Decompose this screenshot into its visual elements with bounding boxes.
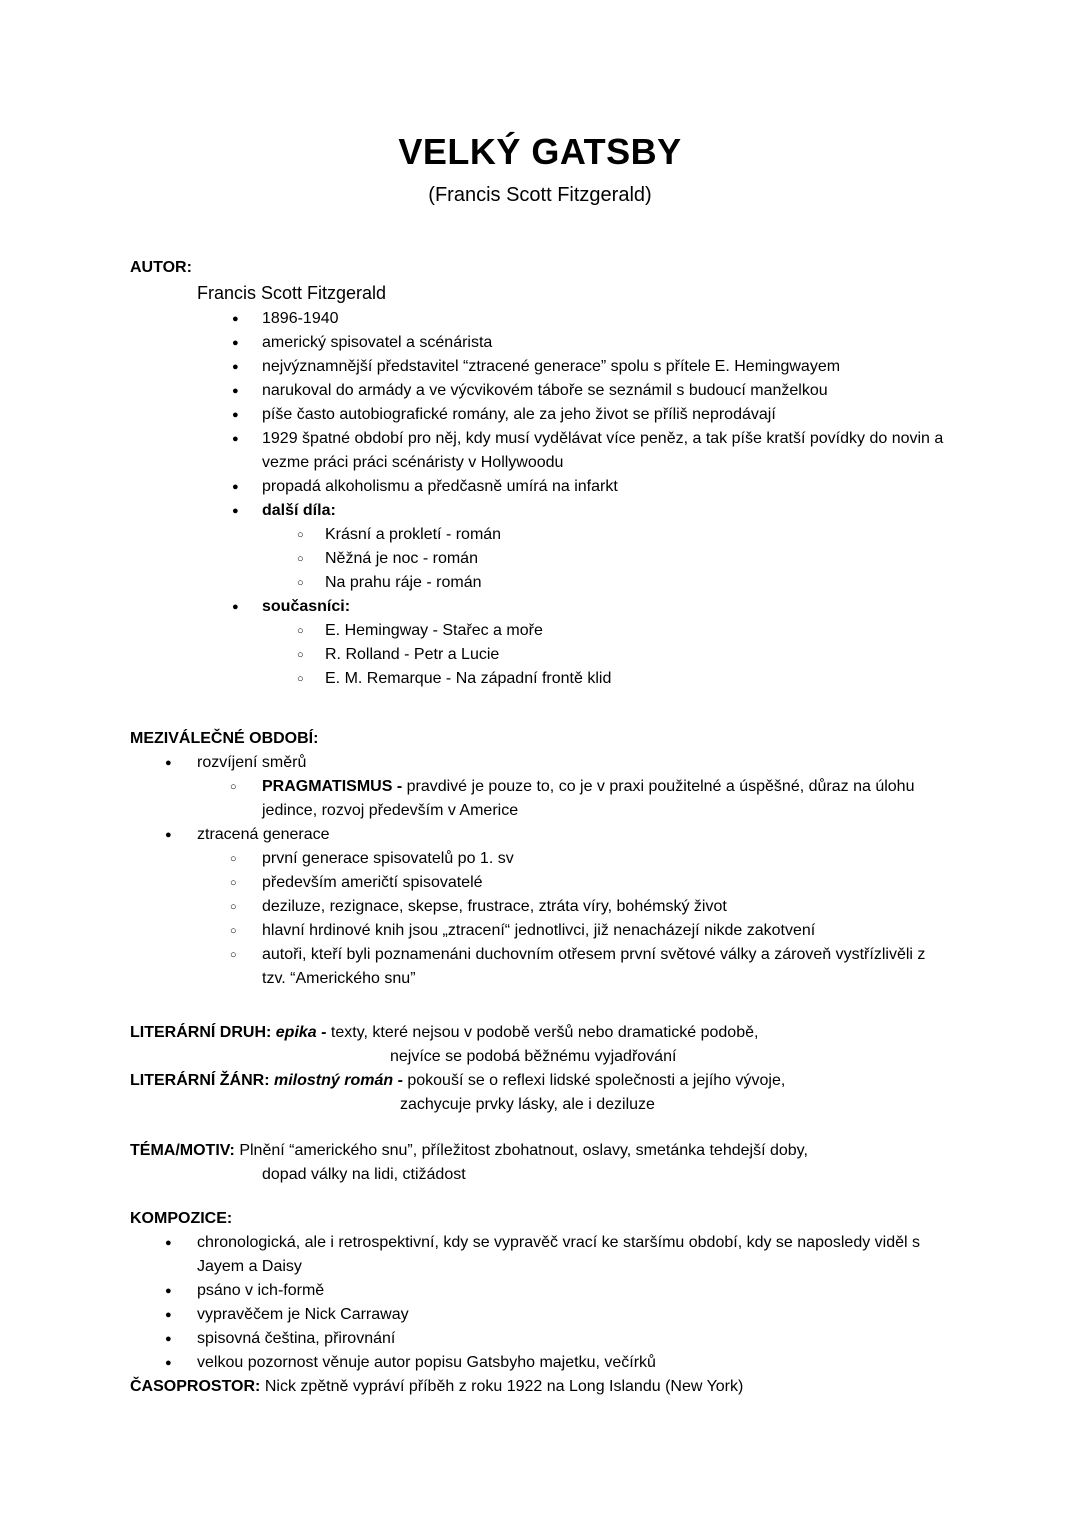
hollow-bullet-icon: ○	[297, 625, 304, 637]
list-item-text: narukoval do armády a ve výcvikovém táboře se seznámil s budoucí manželkou	[262, 382, 828, 399]
list-item	[232, 403, 950, 427]
list-item	[232, 307, 950, 331]
hollow-bullet-icon: ○	[230, 949, 237, 961]
list-item-text: Něžná je noc - román	[325, 550, 478, 567]
literarni-druh-text: texty, které nejsou v podobě veršů nebo dramatické podobě,	[330, 1024, 759, 1041]
list-item	[230, 871, 950, 895]
literarni-druh-line	[130, 1021, 950, 1045]
casoprostor-text: Nick zpětně vypráví příběh z roku 1922 na Long Islandu (New York)	[264, 1378, 744, 1395]
literarni-zanr-continuation: zachycuje prvky lásky, ale i deziluze	[400, 1096, 655, 1113]
pragmatismus-definition: pravdivé je pouze to, co je v praxi použitelné a úspěšné, důraz na úlohu jedince, rozvoj především v Americe	[262, 778, 915, 819]
list-item	[232, 379, 950, 403]
filled-bullet-icon: ●	[232, 313, 239, 325]
filled-bullet-icon: ●	[165, 1333, 172, 1345]
heading-autor: AUTOR:	[130, 259, 192, 276]
list-item	[230, 895, 950, 919]
filled-bullet-icon: ●	[232, 481, 239, 493]
filled-bullet-icon: ●	[232, 361, 239, 373]
list-item-text: Krásní a prokletí - román	[325, 526, 502, 543]
casoprostor-line	[130, 1375, 950, 1399]
list-item	[165, 1327, 950, 1351]
list-item-text: první generace spisovatelů po 1. sv	[262, 850, 514, 867]
hollow-bullet-icon: ○	[230, 901, 237, 913]
list-item	[232, 475, 950, 499]
list-item-text: psáno v ich-formě	[197, 1282, 325, 1299]
hollow-bullet-icon: ○	[297, 553, 304, 565]
hollow-bullet-icon: ○	[230, 877, 237, 889]
list-item-text: nejvýznamnější představitel “ztracené generace” spolu s přítele E. Hemingwayem	[262, 358, 841, 375]
hollow-bullet-icon: ○	[297, 649, 304, 661]
list-item-text: velkou pozornost věnuje autor popisu Gatsbyho majetku, večírků	[197, 1354, 656, 1371]
list-item-text: R. Rolland - Petr a Lucie	[325, 646, 500, 663]
tema-motiv-continuation: dopad války na lidi, ctižádost	[262, 1166, 466, 1183]
list-item-soucasnici	[232, 595, 950, 619]
filled-bullet-icon: ●	[232, 337, 239, 349]
list-item	[165, 823, 950, 847]
list-item	[230, 919, 950, 943]
list-item	[165, 1231, 950, 1279]
filled-bullet-icon: ●	[165, 1285, 172, 1297]
hollow-bullet-icon: ○	[297, 673, 304, 685]
hollow-bullet-icon: ○	[230, 781, 237, 793]
list-item	[232, 427, 950, 475]
hollow-bullet-icon: ○	[230, 853, 237, 865]
heading-mezivalecne-obdobi: MEZIVÁLEČNÉ OBDOBÍ:	[130, 730, 319, 747]
list-item-text: spisovná čeština, přirovnání	[197, 1330, 396, 1347]
list-item-text: ztracená generace	[197, 826, 330, 843]
list-item-text: deziluze, rezignace, skepse, frustrace, ztráta víry, bohémský život	[262, 898, 727, 915]
literarni-druh-label: LITERÁRNÍ DRUH:	[130, 1024, 276, 1041]
casoprostor-label: ČASOPROSTOR:	[130, 1378, 265, 1395]
filled-bullet-icon: ●	[165, 757, 172, 769]
tema-motiv-label: TÉMA/MOTIV:	[130, 1142, 240, 1159]
list-item-text: americký spisovatel a scénárista	[262, 334, 493, 351]
list-item	[165, 1351, 950, 1375]
list-item-text: vypravěčem je Nick Carraway	[197, 1306, 409, 1323]
doc-subtitle: (Francis Scott Fitzgerald)	[428, 184, 652, 206]
tema-motiv-line	[130, 1139, 950, 1163]
list-item-text: především američtí spisovatelé	[262, 874, 483, 891]
section-mezivalecne-obdobi	[130, 727, 950, 991]
list-item	[297, 523, 950, 547]
section-kompozice	[130, 1207, 950, 1399]
section-literarni-druh	[130, 1021, 950, 1117]
list-item-text: propadá alkoholismu a předčasně umírá na infarkt	[262, 478, 618, 495]
heading-kompozice: KOMPOZICE:	[130, 1210, 233, 1227]
list-item	[297, 643, 950, 667]
section-autor	[130, 256, 950, 691]
section-tema-motiv	[130, 1139, 950, 1187]
list-item	[230, 847, 950, 871]
hollow-bullet-icon: ○	[297, 577, 304, 589]
list-item	[297, 619, 950, 643]
filled-bullet-icon: ●	[232, 601, 239, 613]
hollow-bullet-icon: ○	[230, 925, 237, 937]
list-item	[297, 547, 950, 571]
list-item-text: E. Hemingway - Stařec a moře	[325, 622, 543, 639]
tema-motiv-text: Plnění “amerického snu”, příležitost zbohatnout, oslavy, smetánka tehdejší doby,	[239, 1142, 808, 1159]
literarni-druh-term: epika -	[275, 1024, 331, 1041]
list-item-pragmatismus	[230, 775, 950, 823]
author-name: Francis Scott Fitzgerald	[197, 283, 387, 303]
literarni-zanr-line	[130, 1069, 950, 1093]
filled-bullet-icon: ●	[165, 1237, 172, 1249]
filled-bullet-icon: ●	[165, 1309, 172, 1321]
literarni-zanr-label: LITERÁRNÍ ŽÁNR:	[130, 1072, 274, 1089]
filled-bullet-icon: ●	[165, 829, 172, 841]
list-item	[165, 751, 950, 775]
list-item-text: rozvíjení směrů	[197, 754, 307, 771]
list-item-text: Na prahu ráje - román	[325, 574, 482, 591]
list-item	[165, 1303, 950, 1327]
list-item-text: chronologická, ale i retrospektivní, kdy se vypravěč vrací ke staršímu období, kdy se naposledy viděl s Jayem a Daisy	[197, 1234, 921, 1275]
filled-bullet-icon: ●	[232, 385, 239, 397]
list-item-text: E. M. Remarque - Na západní frontě klid	[325, 670, 612, 687]
list-item-label: další díla:	[262, 502, 336, 519]
list-item-text	[262, 775, 950, 823]
list-item	[297, 667, 950, 691]
list-item-text: píše často autobiografické romány, ale za jeho život se příliš neprodávají	[262, 406, 776, 423]
pragmatismus-term: PRAGMATISMUS -	[262, 778, 407, 795]
list-item-text: 1929 špatné období pro něj, kdy musí vydělávat více peněz, a tak píše kratší povídky do novin a vezme práci práci scénáristy v Hollywoodu	[262, 430, 944, 471]
filled-bullet-icon: ●	[232, 433, 239, 445]
filled-bullet-icon: ●	[232, 505, 239, 517]
literarni-druh-continuation: nejvíce se podobá běžnému vyjadřování	[390, 1048, 677, 1065]
list-item	[297, 571, 950, 595]
list-item	[230, 943, 950, 991]
literarni-zanr-term: milostný román -	[273, 1072, 408, 1089]
list-item-label: současníci:	[262, 598, 351, 615]
literarni-zanr-text: pokouší se o reflexi lidské společnosti a jejího vývoje,	[407, 1072, 786, 1089]
list-item	[165, 1279, 950, 1303]
filled-bullet-icon: ●	[165, 1357, 172, 1369]
list-item	[232, 355, 950, 379]
list-item-text: autoři, kteří byli poznamenáni duchovním otřesem první světové války a zároveň vystřízlivěli z tzv. “Amerického snu”	[262, 946, 926, 987]
list-item-dalsi-dila	[232, 499, 950, 523]
doc-title: VELKÝ GATSBY	[398, 131, 682, 172]
filled-bullet-icon: ●	[232, 409, 239, 421]
list-item-text: hlavní hrdinové knih jsou „ztracení“ jednotlivci, již nenacházejí nikde zakotvení	[262, 922, 816, 939]
hollow-bullet-icon: ○	[297, 529, 304, 541]
list-item	[232, 331, 950, 355]
list-item-text: 1896-1940	[262, 310, 339, 327]
